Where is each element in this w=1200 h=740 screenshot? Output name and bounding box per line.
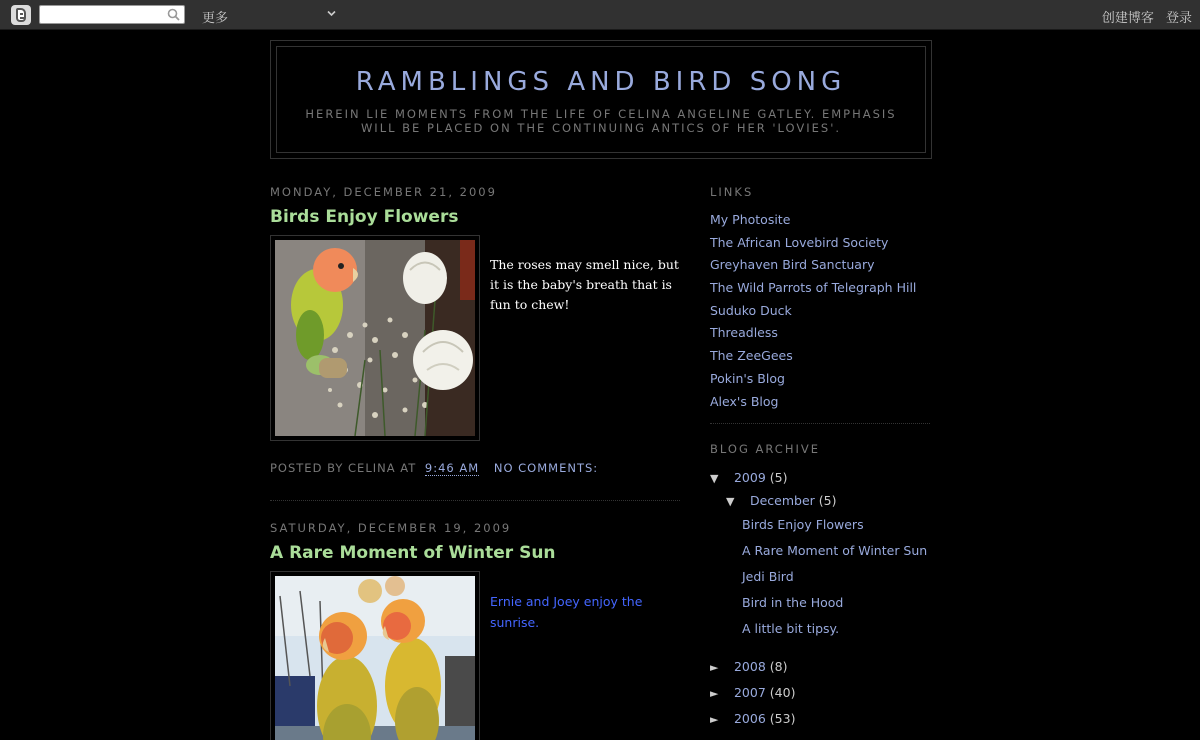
- post-body: [270, 571, 680, 740]
- blog-archive: [710, 442, 930, 732]
- archive-post-link[interactable]: Jedi Bird: [742, 569, 794, 585]
- lovebird-with-roses-photo: [275, 240, 475, 436]
- sidebar: [710, 180, 930, 732]
- archive-year-link[interactable]: 2007: [733, 685, 766, 701]
- archive-year-2007: [710, 680, 930, 706]
- navbar-search-box: [39, 5, 185, 24]
- post: [270, 521, 680, 740]
- post-divider: [270, 500, 680, 501]
- navbar-right-links: [1094, 7, 1192, 26]
- post-title-link[interactable]: Birds Enjoy Flowers: [270, 207, 459, 227]
- archive-post-link[interactable]: A little bit tipsy.: [742, 621, 840, 637]
- search-icon[interactable]: [167, 8, 180, 21]
- sidebar-link[interactable]: The ZeeGees: [710, 348, 793, 364]
- archive-collapsed-years: [710, 654, 930, 732]
- sidebar-link[interactable]: Greyhaven Bird Sanctuary: [710, 257, 875, 273]
- main-column: [270, 180, 680, 740]
- archive-month-link[interactable]: December: [749, 493, 815, 509]
- archive-month-december: [710, 489, 930, 512]
- archive-year-2006: [710, 706, 930, 732]
- post-date: SATURDAY, DECEMBER 19, 2009: [270, 521, 512, 535]
- chevron-down-icon[interactable]: [326, 8, 337, 19]
- archive-heading: BLOG ARCHIVE: [710, 442, 820, 457]
- navbar-search-input[interactable]: [42, 7, 162, 22]
- archive-count: (5): [818, 493, 837, 509]
- two-lovebirds-photo: [275, 576, 475, 740]
- links-heading: LINKS: [710, 185, 754, 199]
- post-body: [270, 235, 680, 441]
- sidebar-link[interactable]: Threadless: [710, 325, 778, 341]
- collapse-toggle-icon[interactable]: ▼: [710, 472, 719, 486]
- sidebar-link[interactable]: Suduko Duck: [710, 302, 792, 318]
- expand-toggle-icon[interactable]: ►: [710, 713, 719, 727]
- archive-year-link[interactable]: 2006: [733, 711, 766, 727]
- sidebar-link[interactable]: The African Lovebird Society: [710, 234, 889, 250]
- collapse-toggle-icon[interactable]: ▼: [726, 495, 735, 509]
- navbar-more-menu[interactable]: 更多: [202, 11, 229, 26]
- blog-description: HEREIN LIE MOMENTS FROM THE LIFE OF CELINA ANGELINE GATLEY. EMPHASIS WILL BE PLACED ON THE CONTINUING ANTICS OF HER 'LOVIES'.: [305, 107, 897, 135]
- archive-year-link[interactable]: 2008: [733, 659, 766, 675]
- post-text[interactable]: Ernie and Joey enjoy the sunrise.: [490, 594, 643, 630]
- comments-link[interactable]: NO COMMENTS:: [493, 461, 599, 475]
- posted-by-label: POSTED BY CELINA AT: [270, 461, 417, 475]
- archive-year-2008: [710, 654, 930, 680]
- archive-count: (53): [769, 711, 796, 727]
- post: [270, 185, 680, 501]
- archive-year-2009: [710, 466, 930, 489]
- blogger-logo-icon[interactable]: [11, 5, 31, 25]
- archive-post-list: [710, 512, 930, 642]
- post-footer: [270, 461, 680, 475]
- sidebar-link[interactable]: My Photosite: [710, 212, 791, 227]
- links-list: [710, 209, 930, 413]
- create-blog-link[interactable]: 创建博客: [1101, 11, 1154, 26]
- login-link[interactable]: 登录: [1165, 11, 1192, 26]
- sidebar-link[interactable]: The Wild Parrots of Telegraph Hill: [710, 280, 917, 296]
- post-photo[interactable]: [270, 571, 480, 740]
- archive-post-link[interactable]: Birds Enjoy Flowers: [742, 517, 864, 533]
- expand-toggle-icon[interactable]: ►: [710, 661, 719, 675]
- post-date: MONDAY, DECEMBER 21, 2009: [270, 185, 497, 199]
- post-timestamp-link[interactable]: 9:46 AM: [424, 461, 480, 475]
- post-photo[interactable]: [270, 235, 480, 441]
- post-title-link[interactable]: A Rare Moment of Winter Sun: [270, 543, 556, 563]
- archive-count: (40): [769, 685, 796, 701]
- sidebar-divider: [710, 423, 930, 424]
- archive-post-link[interactable]: A Rare Moment of Winter Sun: [742, 543, 928, 559]
- post-text: The roses may smell nice, but it is the baby's breath that is fun to chew!: [490, 257, 679, 312]
- blog-header: [270, 40, 932, 159]
- archive-year-link[interactable]: 2009: [733, 470, 766, 486]
- expand-toggle-icon[interactable]: ►: [710, 687, 719, 701]
- blog-header-inner: [276, 46, 926, 153]
- sidebar-link[interactable]: Alex's Blog: [710, 393, 779, 409]
- archive-post-link[interactable]: Bird in the Hood: [742, 595, 844, 611]
- blog-title[interactable]: RAMBLINGS AND BIRD SONG: [355, 67, 847, 97]
- blogger-navbar: [0, 0, 1200, 30]
- archive-count: (5): [769, 470, 788, 486]
- sidebar-link[interactable]: Pokin's Blog: [710, 370, 785, 386]
- archive-count: (8): [769, 659, 788, 675]
